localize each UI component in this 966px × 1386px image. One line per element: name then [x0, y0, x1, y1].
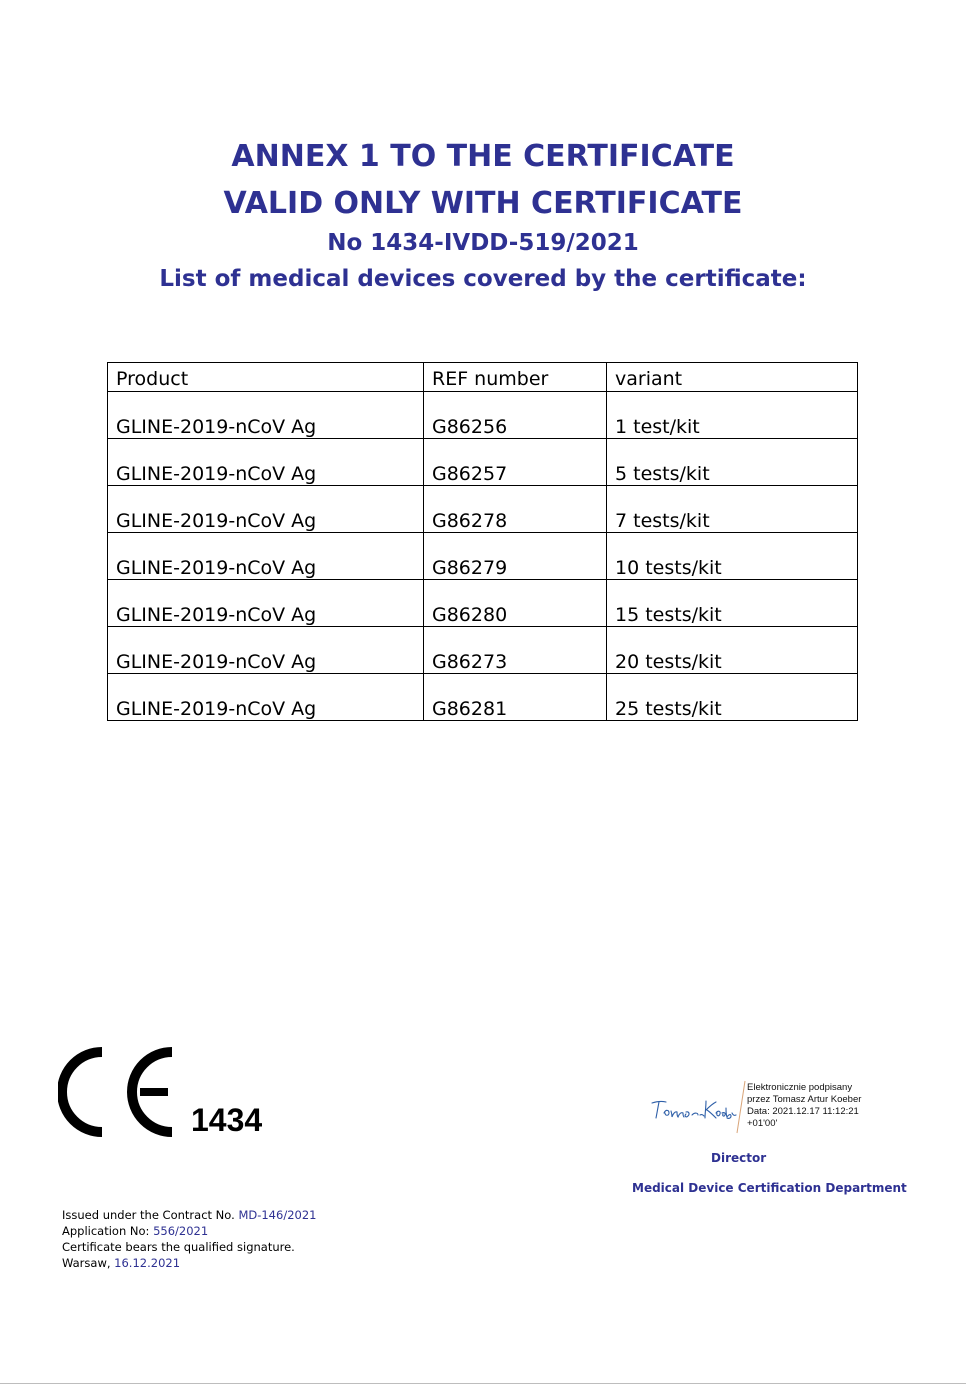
- variant-cell: 25 tests/kit: [607, 674, 858, 721]
- column-header-ref: REF number: [424, 363, 607, 392]
- table-header-row: [108, 363, 858, 392]
- page-bottom-border: [0, 1383, 966, 1384]
- table-row: [108, 674, 858, 721]
- product-cell: GLINE-2019-nCoV Ag: [108, 533, 424, 580]
- contract-label: Issued under the Contract No.: [62, 1208, 235, 1222]
- ref-cell: G86273: [424, 627, 607, 674]
- ref-cell: G86278: [424, 486, 607, 533]
- certificate-number: No 1434-IVDD-519/2021: [327, 230, 639, 256]
- variant-cell: 15 tests/kit: [607, 580, 858, 627]
- product-cell: GLINE-2019-nCoV Ag: [108, 580, 424, 627]
- place-date-line: [62, 1255, 316, 1271]
- ce-mark-icon: [58, 1046, 188, 1138]
- esig-line: Elektronicznie podpisany: [747, 1082, 853, 1093]
- esig-line: +01'00': [747, 1118, 778, 1129]
- ref-cell: G86280: [424, 580, 607, 627]
- signature-separator: [736, 1080, 746, 1134]
- esig-line: Data: 2021.12.17 11:12:21: [747, 1106, 859, 1117]
- product-cell: GLINE-2019-nCoV Ag: [108, 627, 424, 674]
- variant-cell: 5 tests/kit: [607, 439, 858, 486]
- notified-body-number: 1434: [191, 1102, 263, 1138]
- product-cell: GLINE-2019-nCoV Ag: [108, 392, 424, 439]
- variant-cell: 10 tests/kit: [607, 533, 858, 580]
- product-cell: GLINE-2019-nCoV Ag: [108, 674, 424, 721]
- esig-line: przez Tomasz Artur Koeber: [747, 1094, 862, 1105]
- devices-subtitle: List of medical devices covered by the certificate:: [159, 266, 807, 292]
- validity-title: VALID ONLY WITH CERTIFICATE: [223, 186, 743, 221]
- variant-cell: 7 tests/kit: [607, 486, 858, 533]
- table-row: [108, 627, 858, 674]
- product-cell: GLINE-2019-nCoV Ag: [108, 439, 424, 486]
- qualified-signature-note: Certificate bears the qualified signature.: [62, 1240, 295, 1254]
- contract-number: MD-146/2021: [238, 1208, 317, 1222]
- application-number: 556/2021: [153, 1224, 209, 1238]
- handwritten-signature: [648, 1093, 738, 1123]
- contract-line: [62, 1207, 316, 1223]
- ref-cell: G86281: [424, 674, 607, 721]
- product-cell: GLINE-2019-nCoV Ag: [108, 486, 424, 533]
- application-label: Application No:: [62, 1224, 150, 1238]
- issuance-details: [62, 1207, 316, 1271]
- ref-cell: G86257: [424, 439, 607, 486]
- table-row: [108, 580, 858, 627]
- table-row: [108, 439, 858, 486]
- table-row: [108, 392, 858, 439]
- variant-cell: 20 tests/kit: [607, 627, 858, 674]
- table-row: [108, 486, 858, 533]
- application-line: [62, 1223, 316, 1239]
- devices-table: [107, 362, 858, 721]
- ref-cell: G86256: [424, 392, 607, 439]
- column-header-product: Product: [108, 363, 424, 392]
- place-label: Warsaw,: [62, 1256, 111, 1270]
- issue-date: 16.12.2021: [114, 1256, 181, 1270]
- variant-cell: 1 test/kit: [607, 392, 858, 439]
- annex-title: ANNEX 1 TO THE CERTIFICATE: [231, 139, 735, 174]
- table-row: [108, 533, 858, 580]
- signatory-role: Director: [711, 1151, 767, 1165]
- signatory-department: Medical Device Certification Department: [632, 1181, 907, 1195]
- electronic-signature-block: [747, 1082, 861, 1130]
- column-header-variant: variant: [607, 363, 858, 392]
- ref-cell: G86279: [424, 533, 607, 580]
